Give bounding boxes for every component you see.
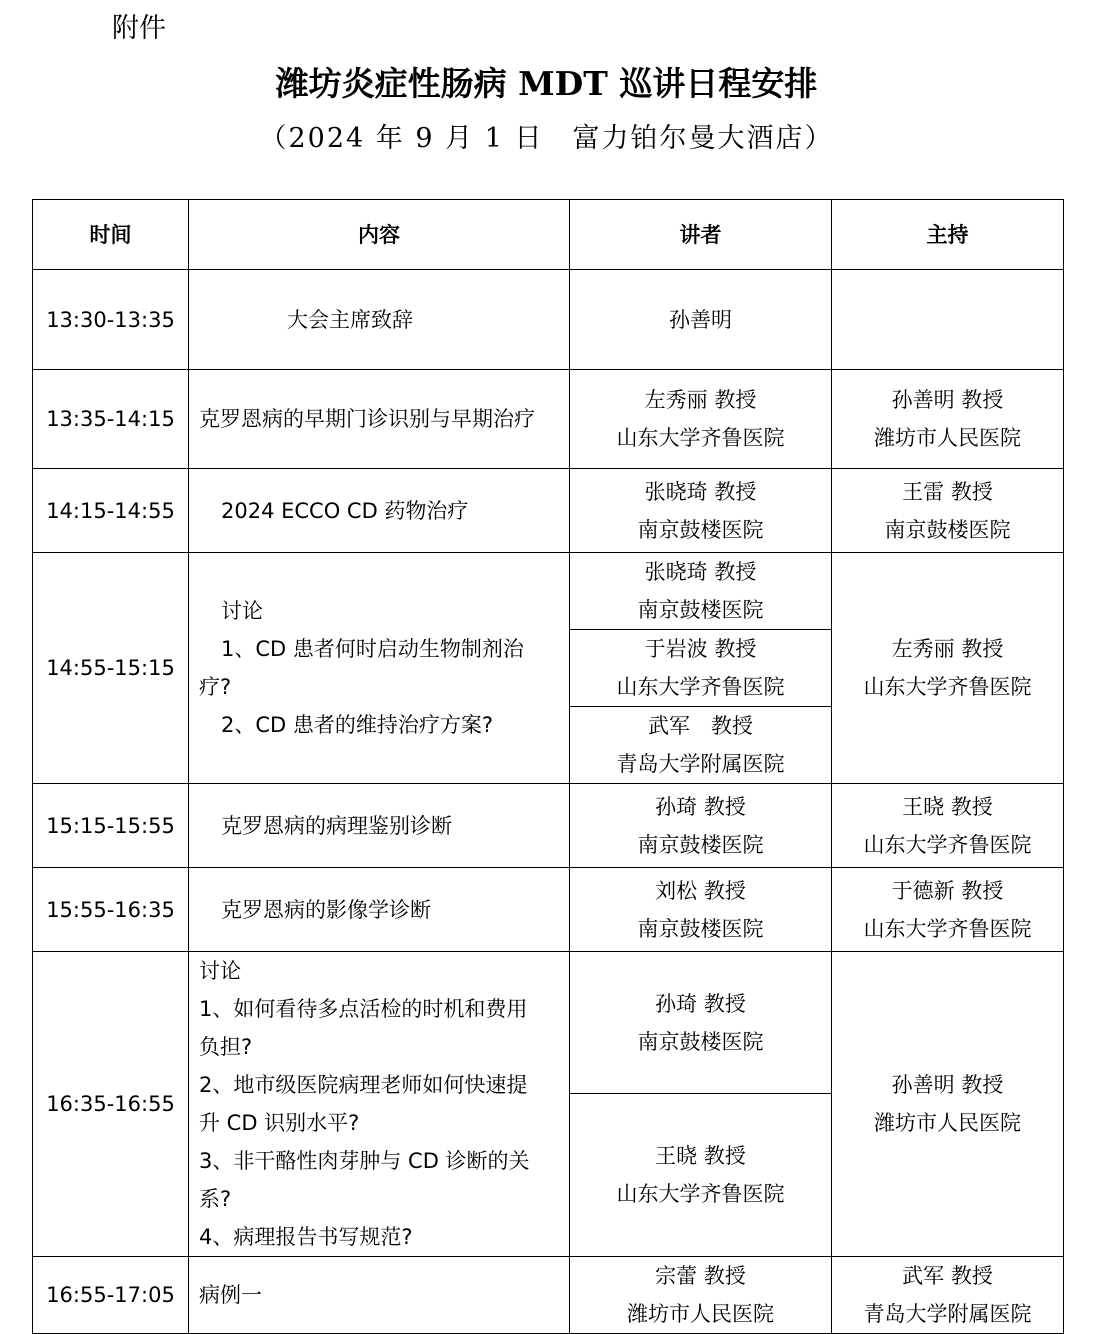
content-cell [189,553,570,784]
discussion-item: 2、CD 患者的维持治疗方案? [221,713,494,737]
speaker-name: 宗蕾 教授 [655,1264,746,1288]
host-hospital: 山东大学齐鲁医院 [863,916,1032,941]
speaker-cell [570,1257,832,1334]
host-hospital: 南京鼓楼医院 [884,517,1011,542]
speaker-name: 孙琦 教授 [655,991,746,1016]
discussion-item-cont: 疗? [199,675,232,699]
speaker-cell [570,707,832,784]
speaker-name: 张晓琦 教授 [644,479,757,504]
discussion-item: 1、如何看待多点活检的时机和费用 [199,997,528,1021]
speaker-hospital: 山东大学齐鲁医院 [616,675,785,699]
table-row [33,952,1064,1094]
content-cell: 克罗恩病的早期门诊识别与早期治疗 [189,370,570,469]
speaker-hospital: 南京鼓楼医院 [637,598,764,622]
header-row [33,200,1064,270]
page-title: 潍坊炎症性肠病 MDT 巡讲日程安排 [275,64,818,103]
speaker-cell [570,469,832,553]
speaker-cell [570,370,832,469]
speaker-cell [570,868,832,952]
speaker-cell [570,630,832,707]
speaker-hospital: 潍坊市人民医院 [627,1302,774,1326]
host-name: 武军 教授 [902,1264,993,1288]
discussion-item: 1、CD 患者何时启动生物制剂治 [221,637,524,661]
content-cell: 病例一 [189,1257,570,1334]
table-row [33,469,1064,553]
host-cell [832,553,1064,784]
discussion-item-cont: 负担? [199,1035,253,1059]
time-cell: 16:55-17:05 [33,1257,189,1334]
header-content: 内容 [189,200,570,270]
header-speaker: 讲者 [570,200,832,270]
host-cell [832,1257,1064,1334]
discussion-item-cont: 升 CD 识别水平? [199,1111,360,1135]
speaker-hospital: 南京鼓楼医院 [637,832,764,857]
time-cell: 16:35-16:55 [33,952,189,1257]
schedule-table [32,199,1064,1334]
host-cell [832,370,1064,469]
time-cell: 15:15-15:55 [33,784,189,868]
table-row [33,1257,1064,1334]
header-host: 主持 [832,200,1064,270]
table-row [33,868,1064,952]
speaker-cell [570,952,832,1094]
speaker-name: 刘松 教授 [655,878,746,903]
time-cell: 15:55-16:35 [33,868,189,952]
discussion-item: 3、非干酪性肉芽肿与 CD 诊断的关 [199,1149,530,1173]
discussion-item: 2、地市级医院病理老师如何快速提 [199,1073,528,1097]
time-cell: 13:35-14:15 [33,370,189,469]
host-hospital: 青岛大学附属医院 [863,1302,1032,1326]
host-hospital: 山东大学齐鲁医院 [863,832,1032,857]
host-cell [832,270,1064,370]
attachment-label: 附件 [112,13,166,44]
speaker-name: 于岩波 教授 [644,637,757,661]
discussion-item: 4、病理报告书写规范? [199,1225,413,1249]
time-cell: 14:55-15:15 [33,553,189,784]
host-name: 于德新 教授 [891,878,1004,903]
time-cell: 14:15-14:55 [33,469,189,553]
host-name: 左秀丽 教授 [891,637,1004,661]
speaker-hospital: 山东大学齐鲁医院 [616,1182,785,1207]
speaker-name: 左秀丽 教授 [644,388,757,412]
table-row [33,553,1064,630]
host-cell [832,469,1064,553]
host-name: 孙善明 教授 [891,388,1004,412]
speaker-hospital: 南京鼓楼医院 [637,1029,764,1054]
table-row [33,784,1064,868]
speaker-hospital: 南京鼓楼医院 [637,916,764,941]
speaker-name: 武军 教授 [648,714,753,738]
host-hospital: 潍坊市人民医院 [874,1111,1021,1135]
speaker-name: 孙琦 教授 [655,794,746,819]
discussion-title: 讨论 [221,599,263,623]
speaker-name: 张晓琦 教授 [644,560,757,584]
host-cell [832,784,1064,868]
table-row [33,270,1064,370]
host-name: 王晓 教授 [902,794,993,819]
speaker-cell [570,553,832,630]
speaker-hospital: 山东大学齐鲁医院 [616,426,785,450]
header-time: 时间 [33,200,189,270]
content-cell: 2024 ECCO CD 药物治疗 [189,469,570,553]
speaker-hospital: 南京鼓楼医院 [637,517,764,542]
host-hospital: 潍坊市人民医院 [874,426,1021,450]
content-cell: 克罗恩病的病理鉴别诊断 [189,784,570,868]
host-hospital: 山东大学齐鲁医院 [863,675,1032,699]
discussion-item-cont: 系? [199,1187,232,1211]
content-cell: 克罗恩病的影像学诊断 [189,868,570,952]
time-cell: 13:30-13:35 [33,270,189,370]
content-cell: 大会主席致辞 [189,270,570,370]
host-name: 王雷 教授 [902,479,993,504]
host-name: 孙善明 教授 [891,1073,1004,1097]
speaker-hospital: 青岛大学附属医院 [616,752,785,776]
host-cell [832,868,1064,952]
table-row [33,370,1064,469]
content-cell [189,952,570,1257]
speaker-cell [570,784,832,868]
speaker-cell [570,1094,832,1257]
speaker-name: 王晓 教授 [655,1144,746,1169]
host-cell [832,952,1064,1257]
discussion-title: 讨论 [199,959,241,983]
speaker-cell: 孙善明 [570,270,832,370]
page-subtitle: （2024 年 9 月 1 日 富力铂尔曼大酒店） [259,123,834,154]
